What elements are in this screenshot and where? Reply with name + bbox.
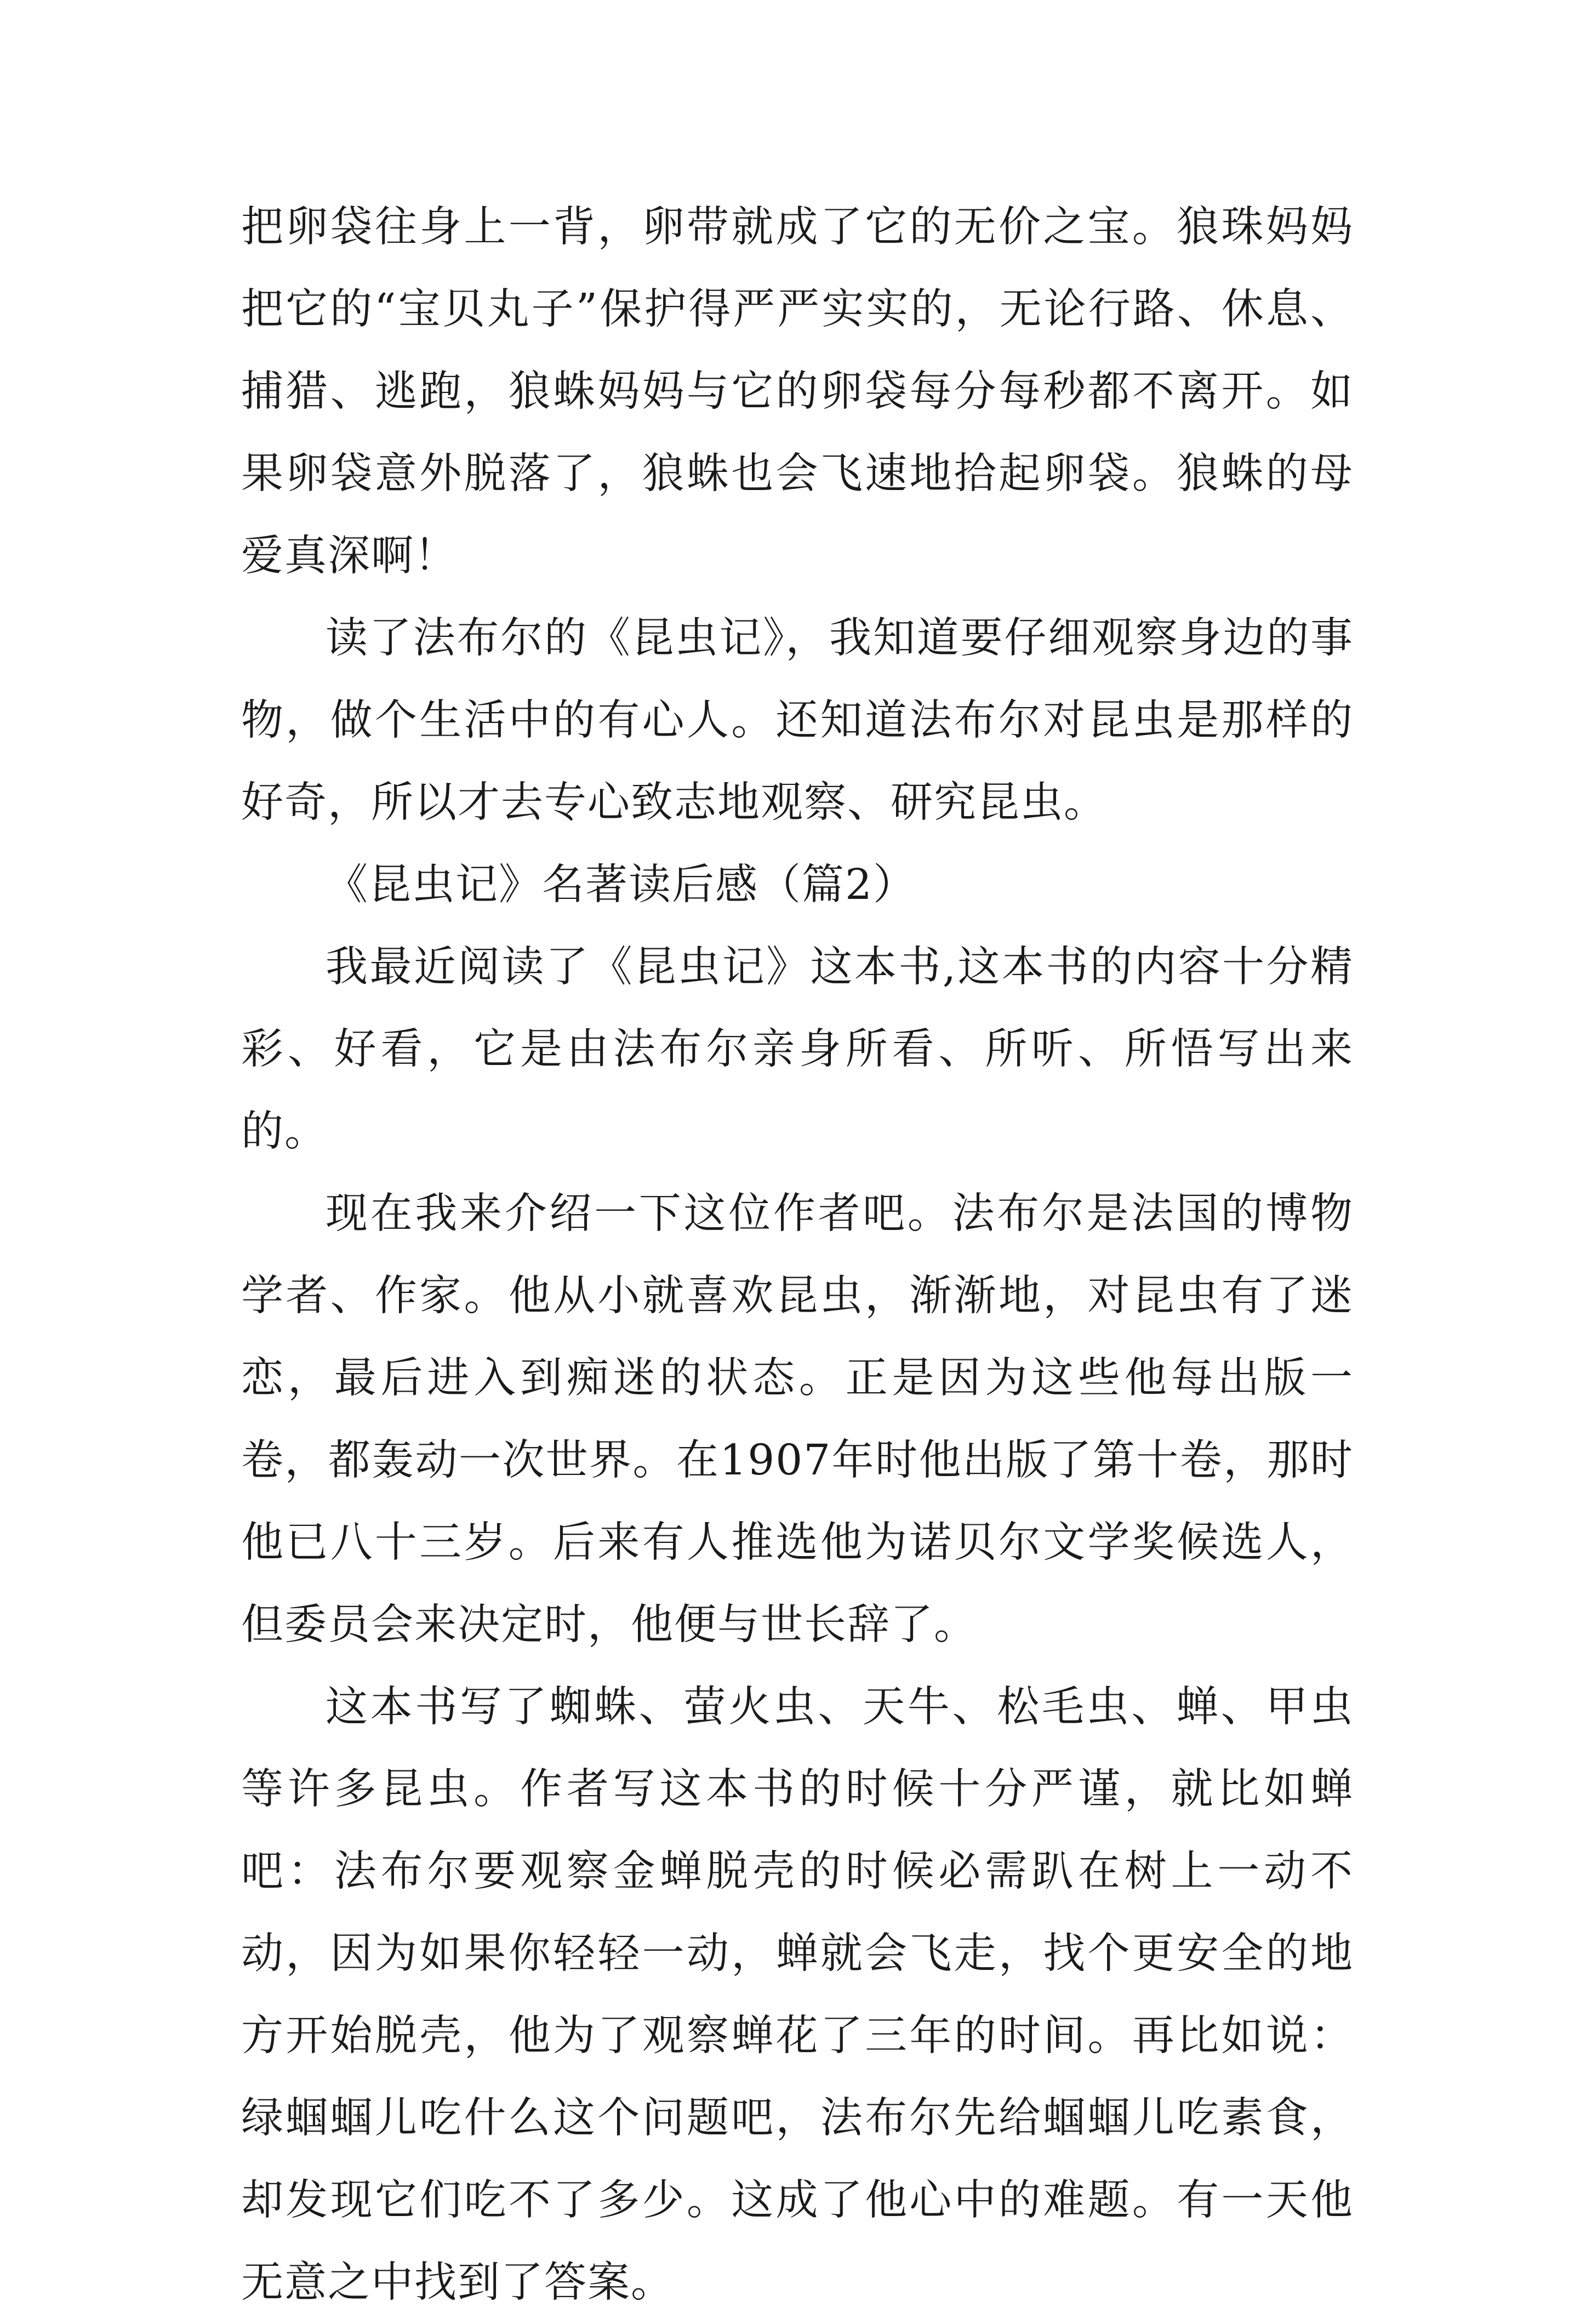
paragraph-intro: 我最近阅读了《昆虫记》这本书,这本书的内容十分精彩、好看，它是由法布尔亲身所看、所听、所悟写出来的。 (241, 943, 1354, 1156)
paragraph-spider-mother: 把卵袋往身上一背，卵带就成了它的无价之宝。狼珠妈妈把它的“宝贝丸子”保护得严严实实的，无论行路、休息、捕猎、逃跑，狼蛛妈妈与它的卵袋每分每秒都不离开。如果卵袋意外脱落了，狼蛛也会飞速地拾起卵袋。狼蛛的母爱真深啊！ (241, 203, 1354, 580)
document-body (241, 186, 1354, 2324)
paragraph-author: 现在我来介绍一下这位作者吧。法布尔是法国的博物学者、作家。他从小就喜欢昆虫，渐渐地，对昆虫有了迷恋，最后进入到痴迷的状态。正是因为这些他每出版一卷，都轰动一次世界。在1907年时他出版了第十卷，那时他已八十三岁。后来有人推选他为诺贝尔文学奖候选人，但委员会来决定时，他便与世长辞了。 (241, 1189, 1354, 1649)
paragraph-insects: 这本书写了蜘蛛、萤火虫、天牛、松毛虫、蝉、甲虫等许多昆虫。作者写这本书的时候十分严谨，就比如蝉吧：法布尔要观察金蝉脱壳的时候必需趴在树上一动不动，因为如果你轻轻一动，蝉就会飞走，找个更安全的地方开始脱壳，他为了观察蝉花了三年的时间。再比如说：绿蝈蝈儿吃什么这个问题吧，法布尔先给蝈蝈儿吃素食，却发现它们吃不了多少。这成了他心中的难题。有一天他无意之中找到了答案。 (241, 1683, 1354, 2307)
paragraph-reflection: 读了法布尔的《昆虫记》，我知道要仔细观察身边的事物，做个生活中的有心人。还知道法布尔对昆虫是那样的好奇，所以才去专心致志地观察、研究昆虫。 (241, 614, 1354, 827)
section-heading: 《昆虫记》名著读后感（篇2） (326, 861, 916, 909)
